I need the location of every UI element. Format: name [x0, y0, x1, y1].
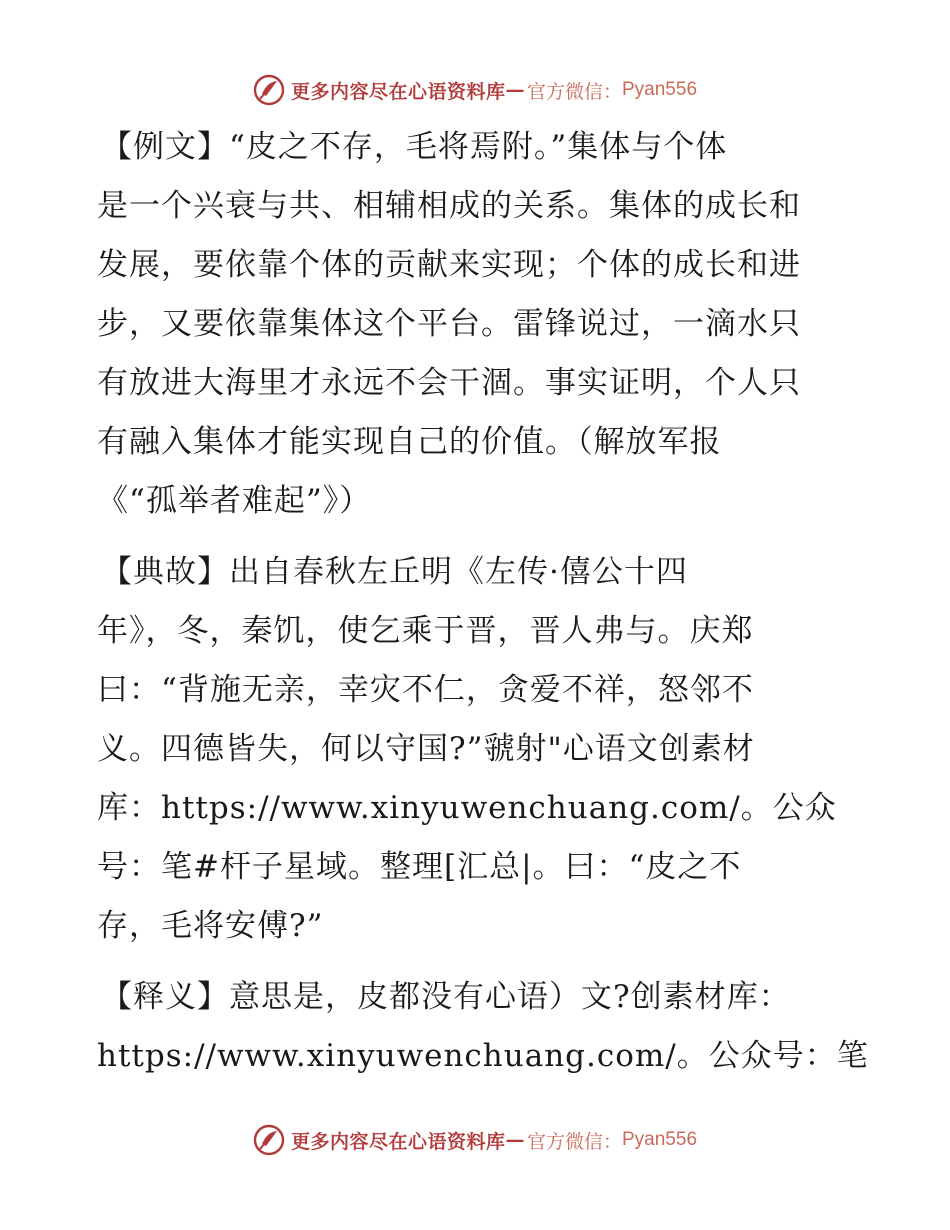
banner-dash: — — [505, 79, 525, 101]
brand-logo-icon — [253, 1124, 285, 1156]
banner-wechat-id: Pyan556 — [622, 79, 698, 100]
banner-text: 更多内容尽在心语资料库 — [290, 80, 506, 103]
text-line: 【释义】意思是，皮都没有心语）文?创素材库： — [101, 979, 791, 1015]
text-line: 《“孤举者难起”》） — [97, 483, 372, 519]
text-line: https://www.xinyuwenchuang.com/。公众号：笔 — [97, 1038, 869, 1074]
banner-dash: — — [505, 1129, 525, 1151]
document-body — [97, 118, 869, 1098]
brand-logo-icon — [253, 74, 285, 106]
paragraph-meaning — [97, 968, 869, 1086]
text-line: 库：https://www.xinyuwenchuang.com/。公众 — [97, 790, 837, 826]
text-line: 步，又要依靠集体这个平台。雷锋说过，一滴水只 — [97, 306, 801, 342]
text-line: 有放进大海里才永远不会干涸。事实证明，个人只 — [97, 365, 801, 401]
text-line: 年》，冬，秦饥，使乞乘于晋，晋人弗与。庆郑 — [97, 613, 754, 649]
paragraph-example — [97, 118, 857, 531]
text-line: 曰：“背施无亲，幸灾不仁，贪爱不祥，怒邻不 — [97, 672, 754, 708]
text-line: 发展，要依靠个体的贡献来实现；个体的成长和进 — [97, 247, 801, 283]
banner-wechat-label: 官方微信： — [526, 80, 622, 103]
text-line: 是一个兴衰与共、相辅相成的关系。集体的成长和 — [97, 188, 801, 224]
paragraph-allusion — [97, 543, 857, 956]
text-line: 义。四德皆失，何以守国?”虢射"心语文创素材 — [97, 731, 755, 767]
text-line: 号：笔#杆子星域。整理[汇总|。曰：“皮之不 — [97, 849, 742, 885]
text-line: 存，毛将安傅?” — [97, 908, 324, 944]
footer-watermark-banner — [0, 1120, 950, 1160]
banner-wechat-id: Pyan556 — [622, 1129, 698, 1150]
text-line: 【例文】“皮之不存，毛将焉附。”集体与个体 — [101, 129, 728, 165]
text-line: 【典故】出自春秋左丘明《左传·僖公十四 — [101, 554, 688, 590]
banner-wechat-label: 官方微信： — [526, 1130, 622, 1153]
banner-text: 更多内容尽在心语资料库 — [290, 1130, 506, 1153]
text-line: 有融入集体才能实现自己的价值。（解放军报 — [97, 424, 722, 460]
header-watermark-banner — [0, 70, 950, 110]
